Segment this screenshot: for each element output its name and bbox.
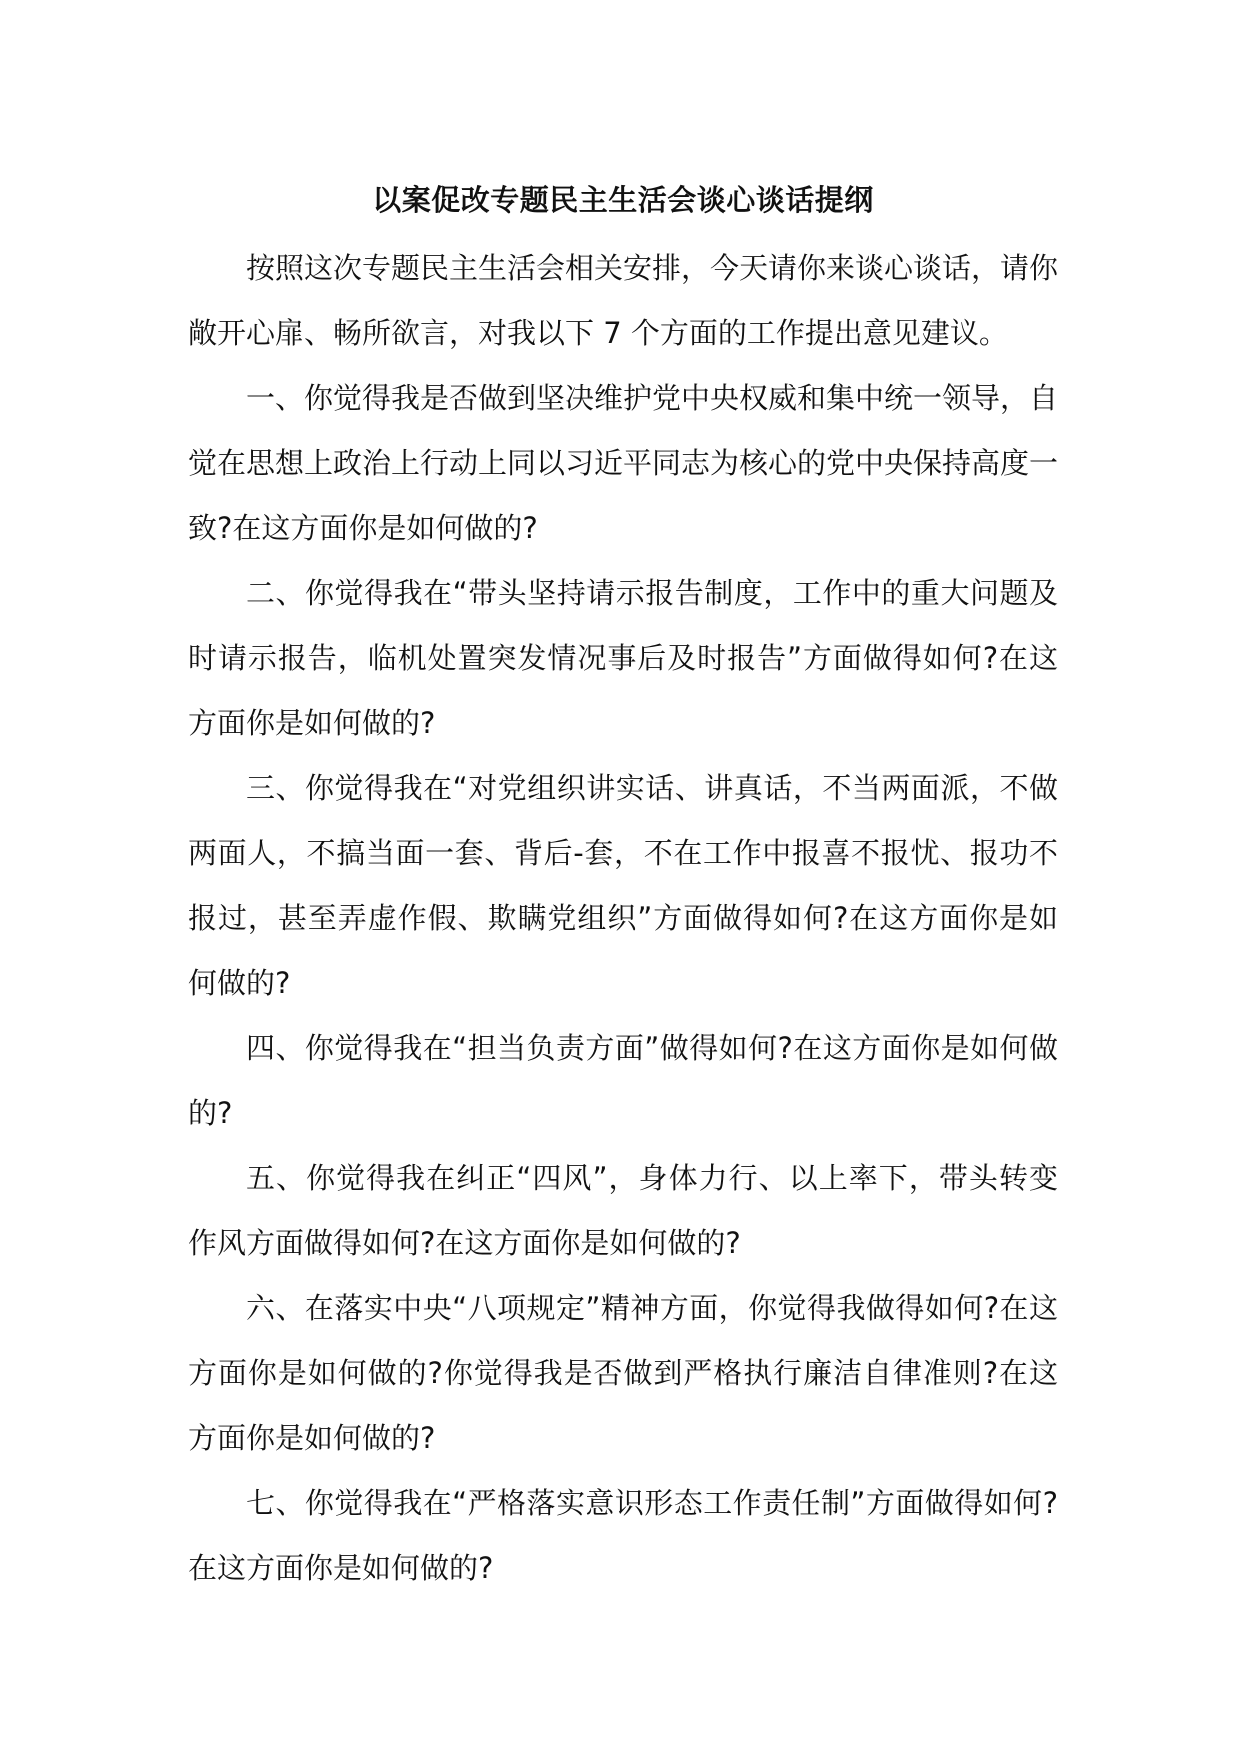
question-paragraph-6: 六、在落实中央“八项规定”精神方面，你觉得我做得如何?在这方面你是如何做的?你觉得我是否做到严格执行廉洁自律准则?在这方面你是如何做的? xyxy=(188,1291,1058,1455)
question-paragraph-5: 五、你觉得我在纠正“四风”，身体力行、以上率下，带头转变作风方面做得如何?在这方面你是如何做的? xyxy=(188,1161,1058,1260)
question-paragraph-4: 四、你觉得我在“担当负责方面”做得如何?在这方面你是如何做的? xyxy=(188,1031,1058,1130)
question-paragraph-3: 三、你觉得我在“对党组织讲实话、讲真话，不当两面派，不做两面人，不搞当面一套、背后-套，不在工作中报喜不报忧、报功不报过，甚至弄虚作假、欺瞒党组织”方面做得如何?在这方面你是如何做的? xyxy=(188,771,1058,1000)
question-paragraph-2: 二、你觉得我在“带头坚持请示报告制度，工作中的重大问题及时请示报告，临机处置突发情况事后及时报告”方面做得如何?在这方面你是如何做的? xyxy=(188,576,1058,740)
question-paragraph-7: 七、你觉得我在“严格落实意识形态工作责任制”方面做得如何?在这方面你是如何做的? xyxy=(188,1486,1058,1585)
document-page xyxy=(188,172,1058,1601)
question-paragraph-1: 一、你觉得我是否做到坚决维护党中央权威和集中统一领导，自觉在思想上政治上行动上同以习近平同志为核心的党中央保持高度一致?在这方面你是如何做的? xyxy=(188,381,1059,545)
document-title: 以案促改专题民主生活会谈心谈话提纲 xyxy=(372,183,874,217)
intro-paragraph: 按照这次专题民主生活会相关安排，今天请你来谈心谈话，请你敞开心扉、畅所欲言，对我以下 7 个方面的工作提出意见建议。 xyxy=(188,251,1059,350)
